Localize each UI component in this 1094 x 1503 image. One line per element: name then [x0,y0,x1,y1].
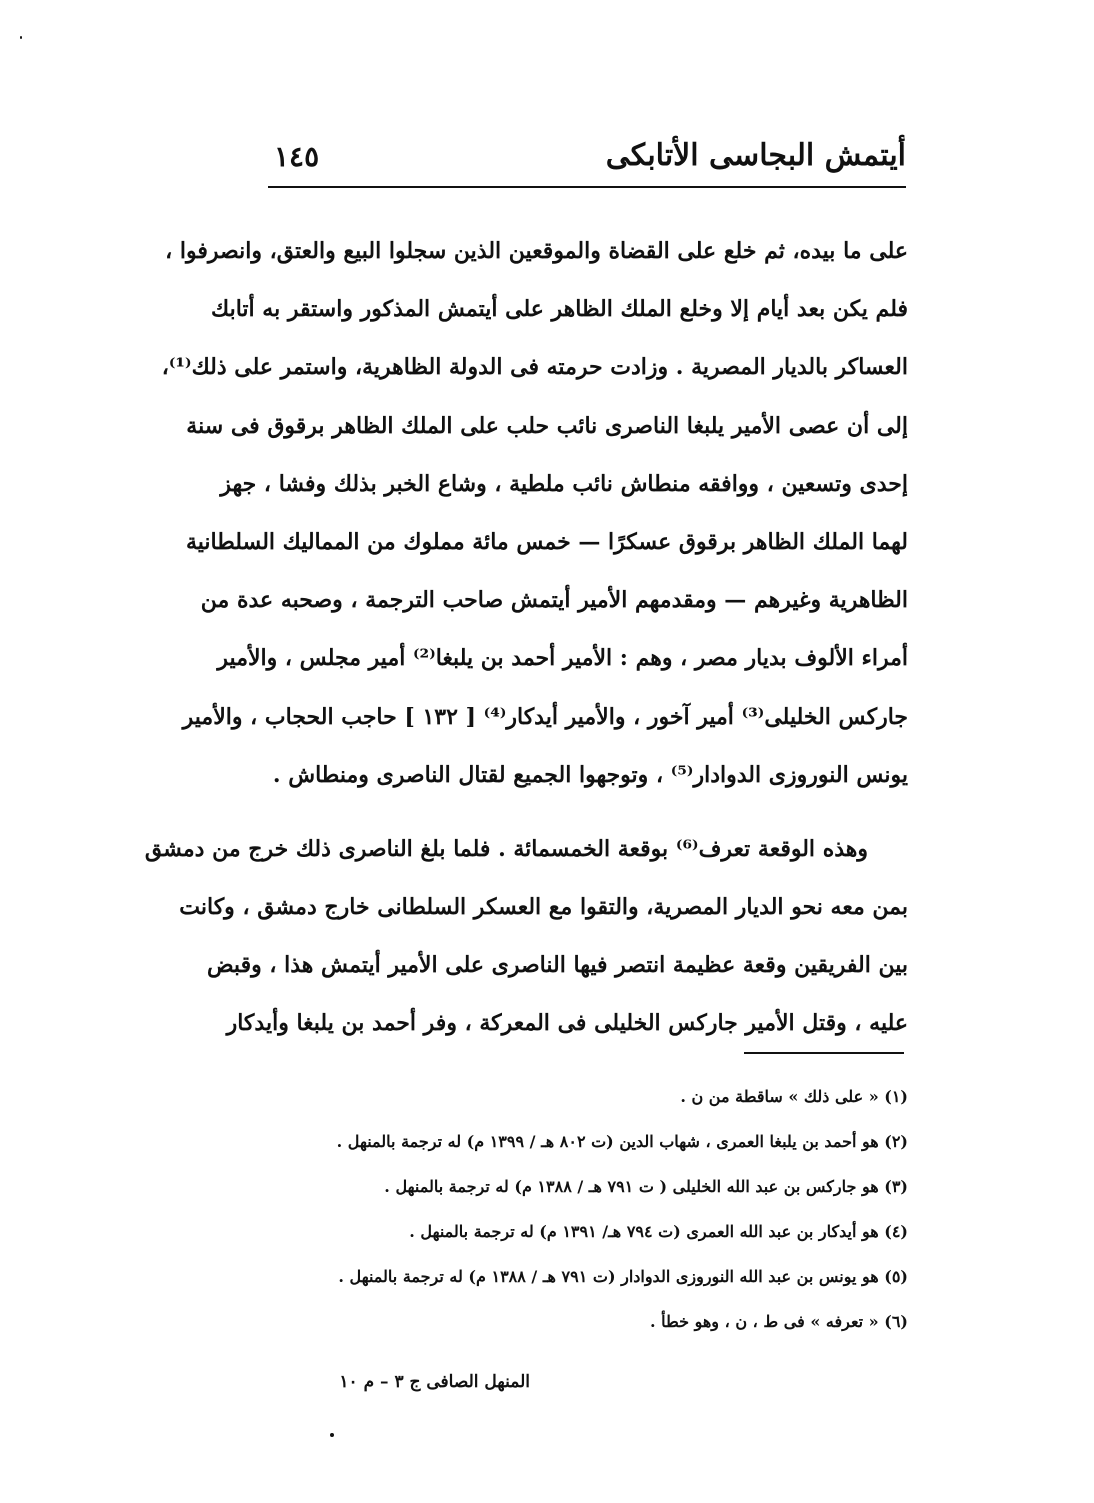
text-line: إحدى وتسعين ، ووافقه منطاش نائب ملطية ، وشاع الخبر بذلك وفشا ، جهز [220,470,908,497]
page-number: ١٤٥ [274,140,320,173]
footnote: (٢) هو أحمد بن يلبغا العمرى ، شهاب الدين (ت ٨٠٢ هـ / ١٣٩٩ م) له ترجمة بالمنهل . [336,1132,908,1151]
text-line: لهما الملك الظاهر برقوق عسكرًا — خمس مائة مملوك من المماليك السلطانية [185,528,908,555]
text-line: يونس النوروزى الدوادار⁽⁵⁾ ، وتوجهوا الجميع لقتال الناصرى ومنطاش . [272,761,908,788]
text-line: فلم يكن بعد أيام إلا وخلع الملك الظاهر على أيتمش المذكور واستقر به أتابك [211,296,908,323]
footnote-rule [744,1052,904,1054]
text-line: على ما بيده، ثم خلع على القضاة والموقعين الذين سجلوا البيع والعتق، وانصرفوا ، [165,238,908,264]
footnote: (٤) هو أيدكار بن عبد الله العمرى (ت ٧٩٤ هـ/ ١٣٩١ م) له ترجمة بالمنهل . [409,1222,908,1241]
body-text [144,222,908,1053]
paragraph-gap [266,804,908,820]
text-line: أمراء الألوف بديار مصر ، وهم : الأمير أحمد بن يلبغا⁽²⁾ أمير مجلس ، والأمير [217,645,908,672]
footnote: (٥) هو يونس بن عبد الله النوروزى الدوادار (ت ٧٩١ هـ / ١٣٨٨ م) له ترجمة بالمنهل . [338,1267,908,1286]
footnotes [268,1074,908,1344]
running-title: أيتمش البجاسى الأتابكى [605,138,906,173]
text-line: عليه ، وقتل الأمير جاركس الخليلى فى المعركة ، وفر أحمد بن يلبغا وأيدكار [226,1010,908,1037]
text-line: بمن معه نحو الديار المصرية، والتقوا مع العسكر السلطانى خارج دمشق ، وكانت [179,894,908,921]
page-header [268,138,906,188]
footnote: (٣) هو جاركس بن عبد الله الخليلى ( ت ٧٩١ هـ / ١٣٨٨ م) له ترجمة بالمنهل . [384,1177,908,1196]
text-line: جاركس الخليلى⁽³⁾ أمير آخور ، والأمير أيدكار⁽⁴⁾ [ ١٣٢ ] حاجب الحجاب ، والأمير [182,703,908,730]
signature-mark: المنهل الصافى ج ٣ – م ١٠ [339,1372,530,1392]
text-line: الظاهرية وغيرهم — ومقدمهم الأمير أيتمش صاحب الترجمة ، وصحبه عدة من [200,587,908,614]
footnote: (١) « على ذلك » ساقطة من ن . [680,1087,908,1106]
text-line: بين الفريقين وقعة عظيمة انتصر فيها الناصرى على الأمير أيتمش هذا ، وقبض [206,952,908,979]
scan-speck [20,36,22,39]
text-line: إلى أن عصى الأمير يلبغا الناصرى نائب حلب على الملك الظاهر برقوق فى سنة [186,412,908,439]
header-rule [268,186,906,188]
footnote: (٦) « تعرفه » فى ط ، ن ، وهو خطأ . [650,1312,908,1331]
scan-speck [330,1433,334,1437]
text-line: العساكر بالديار المصرية . وزادت حرمته فى الدولة الظاهرية، واستمر على ذلك⁽¹⁾، [161,354,908,381]
text-line: وهذه الوقعة تعرف⁽⁶⁾ بوقعة الخمسمائة . فلما بلغ الناصرى ذلك خرج من دمشق [144,835,868,862]
